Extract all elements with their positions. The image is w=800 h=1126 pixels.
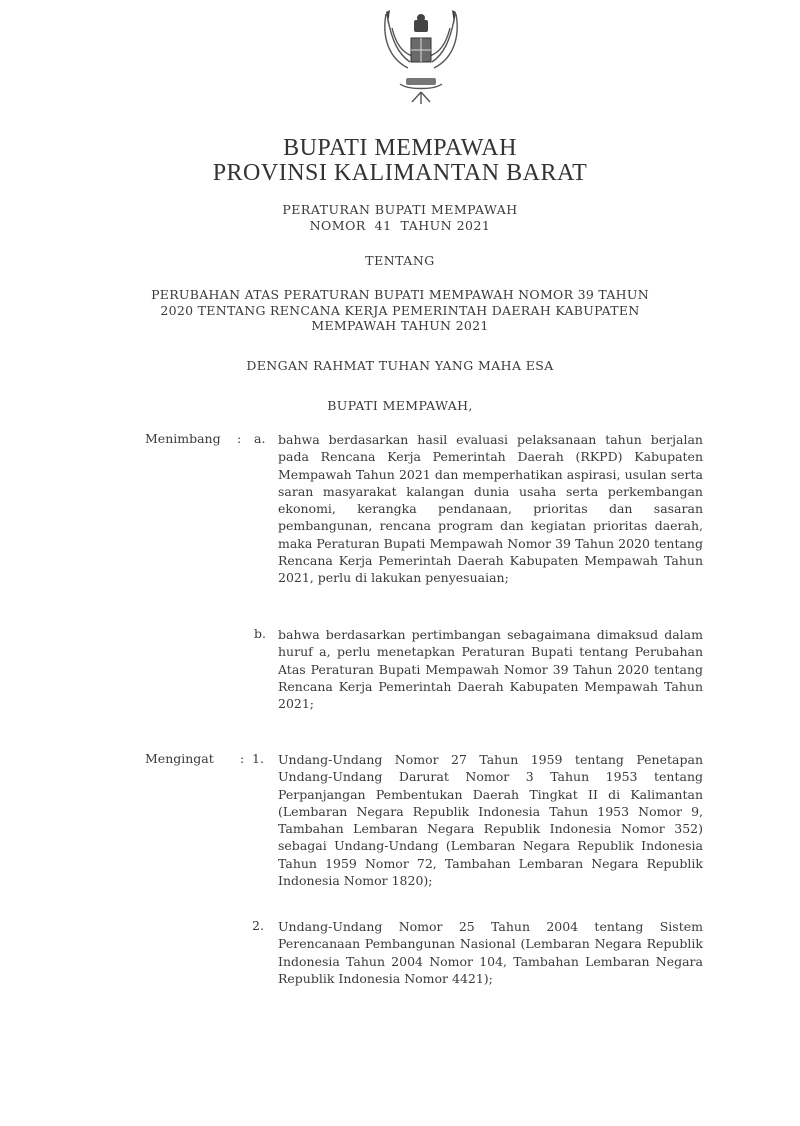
menimbang-item-a-marker: a. [254,431,266,446]
mengingat-colon: : [240,751,245,766]
mengingat-label: Mengingat [145,751,214,766]
garuda-emblem-icon [378,6,464,106]
mengingat-item-2: Undang-Undang Nomor 25 Tahun 2004 tentang Sistem Perencanaan Pembangunan Nasional (Lembaran Negara Republik Indonesia Tahun 2004 Nomor 104, Tambahan Lembaran Negara Republik Indonesia Nomor 4421); [278,919,703,986]
invocation: DENGAN RAHMAT TUHAN YANG MAHA ESA [246,358,554,373]
regulation-subject-text: PERUBAHAN ATAS PERATURAN BUPATI MEMPAWAH NOMOR 39 TAHUN 2020 TENTANG RENCANA KERJA PEMERINTAH DAERAH KABUPATEN MEMPAWAH TAHUN 2021 [151,287,649,333]
mengingat-item-1-marker: 1. [252,751,264,766]
issuer-signature-line: BUPATI MEMPAWAH, [327,398,473,413]
province-title: PROVINSI KALIMANTAN BARAT [212,160,588,186]
regulation-number: NOMOR 41 TAHUN 2021 [309,218,491,233]
regulation-type: PERATURAN BUPATI MEMPAWAH [282,202,518,217]
menimbang-colon: : [237,431,242,446]
menimbang-item-b: bahwa berdasarkan pertimbangan sebagaimana dimaksud dalam huruf a, perlu menetapkan Peraturan Bupati tentang Perubahan Atas Peraturan Bupati Mempawah Nomor 39 Tahun 2020 tentang Rencana Kerja Pemerintah Daerah Kabupaten Mempawah Tahun 2021; [278,627,703,712]
about-label: TENTANG [365,253,435,268]
menimbang-item-a: bahwa berdasarkan hasil evaluasi pelaksanaan tahun berjalan pada Rencana Kerja Pemerintah Daerah (RKPD) Kabupaten Mempawah Tahun 2021 dan memperhatikan aspirasi, usulan serta saran masyarakat kalangan dunia usaha serta perkembangan ekonomi, kerangka pendanaan, prioritas dan sasaran pembangunan, rencana program dan kegiatan prioritas daerah, maka Peraturan Bupati Mempawah Nomor 39 Tahun 2020 tentang Rencana Kerja Pemerintah Daerah Kabupaten Mempawah Tahun 2021, perlu di lakukan penyesuaian; [278,432,703,586]
menimbang-item-b-marker: b. [254,626,266,641]
menimbang-label: Menimbang [145,431,221,446]
mengingat-item-2-marker: 2. [252,918,264,933]
issuer-title: BUPATI MEMPAWAH [283,135,517,161]
mengingat-item-1: Undang-Undang Nomor 27 Tahun 1959 tentang Penetapan Undang-Undang Darurat Nomor 3 Tahun 1953 tentang Perpanjangan Pembentukan Daerah Tingkat II di Kalimantan (Lembaran Negara Republik Indonesia Tahun 1953 Nomor 9, Tambahan Lembaran Negara Republik Indonesia Nomor 352) sebagai Undang-Undang (Lembaran Negara Republik Indonesia Tahun 1959 Nomor 72, Tambahan Lembaran Negara Republik Indonesia Nomor 1820); [278,752,703,889]
regulation-subject [0,287,800,334]
